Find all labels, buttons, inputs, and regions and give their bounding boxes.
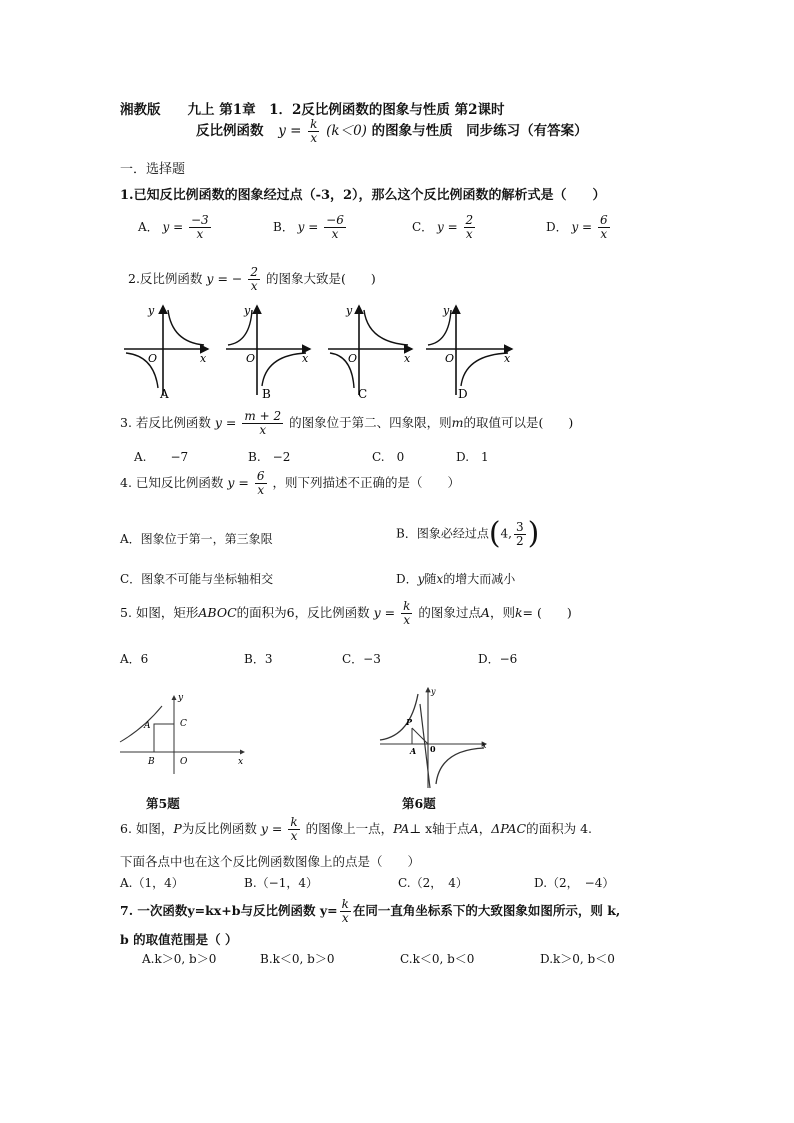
header-line: 湘教版 九上 第1章 1．2反比例函数的图象与性质 第2课时 (120, 102, 505, 118)
graph-b-x: x (302, 352, 309, 365)
fig5-label-x: x (238, 757, 244, 767)
q5-post: 的图象过点 (418, 605, 481, 620)
q6-line2: 下面各点中也在这个反比例函数图像上的点是（ ） (120, 854, 421, 869)
q5-pt: A (480, 605, 490, 620)
q4-b-lparen: ( (488, 516, 501, 551)
q2-den: x (250, 279, 258, 293)
q4-option-c[interactable]: C．图象不可能与坐标轴相交 (120, 572, 274, 586)
q1-c-num: 2 (465, 213, 474, 227)
q3-den: x (259, 423, 267, 437)
q6-option-b[interactable]: B.（−1，4） (244, 876, 318, 890)
q6-tri: ΔPAC (491, 821, 527, 836)
q6-mid: 为反比例函数 (181, 821, 257, 836)
q1-option-a[interactable] (138, 214, 213, 241)
q7-pre: 7. 一次函数y=kx+b与反比例函数 y= (120, 903, 338, 918)
q6-post3: ， (478, 821, 492, 836)
q2-lhs: y = − (206, 271, 243, 286)
q7-post: 在同一直角坐标系下的大致图象如图所示，则 k, (352, 903, 621, 918)
q6-pa: PA (393, 821, 410, 836)
q5-rect: ABOC (198, 605, 237, 620)
q6-post4: 的面积为 4. (526, 821, 593, 836)
q4-b-num: 3 (516, 519, 524, 534)
q1-d-label: D． (546, 220, 568, 234)
q3-stem (120, 410, 573, 437)
q1-a-lhs: y = (162, 220, 184, 234)
graph-b-label: B (262, 387, 271, 401)
title-y: y = (278, 123, 302, 139)
graph-a[interactable] (124, 304, 208, 401)
fig5-label-b: B (148, 757, 155, 767)
title-prefix: 反比例函数 (196, 123, 264, 139)
fig5-label-o: O (180, 757, 188, 767)
graph-d[interactable] (426, 304, 512, 401)
fig6-label-o: 0 (430, 744, 436, 754)
fig5-label-y: y (178, 693, 184, 703)
q5-num: k (403, 599, 411, 613)
title-suffix: 的图象与性质 同步练习（有答案） (371, 123, 588, 139)
q6-option-d[interactable]: D.（2， −4） (534, 876, 615, 890)
q7-den: x (341, 911, 349, 925)
q7-option-a[interactable]: A.k＞0, b＞0 (142, 952, 217, 966)
q1-option-b[interactable] (273, 214, 348, 241)
q7-option-d[interactable]: D.k＞0, b＜0 (540, 952, 615, 966)
q1-c-frac (464, 214, 476, 241)
q2-stem (128, 266, 376, 293)
q4-option-a[interactable]: A．图象位于第一，第三象限 (120, 532, 273, 546)
q6-post2: ⊥ x轴于点 (409, 821, 470, 836)
title-den: x (310, 131, 318, 145)
q1-b-num: −6 (326, 213, 344, 227)
q5-mid: 的面积为6，反比例函数 (236, 605, 370, 620)
q1-option-c[interactable] (412, 214, 477, 241)
graph-d-label: D (458, 387, 468, 401)
q5-frac (401, 600, 412, 627)
q5-option-b[interactable]: B．3 (244, 652, 273, 666)
graph-d-y: y (443, 304, 450, 317)
q1-d-frac (598, 214, 610, 241)
q6-num: k (290, 815, 298, 829)
q4-option-b[interactable] (396, 516, 540, 551)
graph-b-y: y (244, 304, 251, 317)
q7-stem (120, 898, 620, 925)
worksheet-title (196, 118, 588, 145)
figure-5 (118, 690, 250, 776)
q4-b-pre: B．图象必经过点 (396, 526, 489, 541)
q3-option-c[interactable]: C. 0 (372, 450, 405, 464)
q3-option-a[interactable]: A. −7 (134, 450, 189, 464)
graph-c[interactable] (328, 304, 412, 401)
q5-option-d[interactable]: D．−6 (478, 652, 518, 666)
q4-frac (255, 470, 267, 497)
q4-d-y: y (417, 572, 425, 586)
graph-c-y: y (346, 304, 353, 317)
q4-den: x (257, 483, 265, 497)
q7-line2: b 的取值范围是（ ） (120, 932, 238, 947)
q1-c-den: x (465, 227, 473, 241)
q4-b-rparen: ) (527, 516, 540, 551)
q1-b-den: x (331, 227, 339, 241)
q5-den: x (403, 613, 411, 627)
fig6-label-y: y (431, 687, 436, 696)
q1-a-frac (189, 214, 211, 241)
q4-d-pre: D． (396, 572, 418, 586)
q3-lhs: y = (214, 415, 237, 430)
q4-d-x: x (436, 572, 444, 586)
q1-option-d[interactable] (546, 214, 612, 241)
q6-a: A (469, 821, 479, 836)
q6-post: 的图像上一点， (305, 821, 394, 836)
q1-a-num: −3 (190, 213, 209, 227)
graph-a-y: y (148, 304, 155, 317)
graph-d-x: x (504, 352, 511, 365)
q3-option-b[interactable]: B. −2 (248, 450, 291, 464)
q2-num: 2 (250, 265, 259, 279)
q1-d-den: x (600, 227, 608, 241)
q7-option-c[interactable]: C.k＜0, b＜0 (400, 952, 475, 966)
q1-a-den: x (196, 227, 204, 241)
fig5-label-a: A (144, 721, 151, 731)
graph-c-o: O (348, 352, 358, 365)
q1-d-num: 6 (599, 213, 608, 227)
q1-stem: 1.已知反比例函数的图象经过点（-3，2），那么这个反比例函数的解析式是（ ） (120, 188, 606, 203)
graph-d-o: O (445, 352, 455, 365)
q1-b-frac (324, 214, 346, 241)
q1-c-lhs: y = (437, 220, 458, 234)
q6-lhs: y = (260, 821, 283, 836)
fig6-label-a: A (410, 746, 417, 756)
q6-stem (120, 816, 592, 843)
q4-b-x: 4, (500, 526, 512, 541)
q4-b-den: 2 (516, 533, 524, 548)
q1-b-lhs: y = (297, 220, 319, 234)
q5-option-c[interactable]: C．−3 (342, 652, 381, 666)
q5-option-a[interactable]: A．6 (120, 652, 149, 666)
title-fraction (308, 118, 319, 145)
q1-c-label: C． (412, 220, 434, 234)
q3-var: m (451, 415, 464, 430)
q7-frac (340, 898, 351, 925)
q4-num: 6 (256, 469, 265, 483)
q2-post: 的图象大致是( ) (266, 271, 376, 286)
q1-b-label: B． (273, 220, 294, 234)
q2-graphs (120, 300, 520, 402)
fig5-label-c: C (180, 719, 187, 729)
q6-p: P (173, 821, 182, 836)
title-num: k (310, 117, 318, 131)
section-heading: 一．选择题 (120, 162, 186, 177)
q4-d-mid: 随 (424, 572, 437, 586)
q3-frac (242, 410, 283, 437)
q6-frac (288, 816, 299, 843)
q1-d-lhs: y = (571, 220, 593, 234)
q7-num: k (341, 897, 349, 911)
q7-option-b[interactable]: B.k＜0, b＞0 (260, 952, 335, 966)
q1-a-label: A． (138, 220, 159, 234)
q4-option-d[interactable] (396, 570, 515, 587)
figure-6 (376, 684, 490, 790)
q4-d-post: 的增大而减小 (443, 572, 516, 586)
fig5-caption: 第5题 (146, 796, 180, 811)
q6-pre: 6. 如图， (120, 821, 174, 836)
q5-post3: = ( ) (522, 605, 572, 620)
q5-pre: 5. 如图，矩形 (120, 605, 199, 620)
graph-b[interactable] (226, 304, 310, 401)
q3-post: 的图象位于第二、四象限，则 (289, 415, 452, 430)
q5-lhs: y = (373, 605, 396, 620)
q3-pre: 3. 若反比例函数 (120, 415, 211, 430)
fig6-label-x: x (482, 741, 487, 750)
graph-c-label: C (358, 387, 368, 401)
title-cond: (k＜0) (326, 123, 367, 139)
q5-post2: ，则 (489, 605, 515, 620)
q3-num: m + 2 (244, 409, 282, 423)
q3-option-d[interactable]: D. 1 (456, 450, 489, 464)
graph-a-o: O (148, 352, 158, 365)
q6-den: x (290, 829, 298, 843)
graph-a-label: A (160, 387, 169, 401)
q6-option-a[interactable]: A.（1，4） (120, 876, 184, 890)
q5-stem (120, 600, 572, 627)
q4-stem (120, 470, 460, 497)
q4-b-frac (514, 521, 526, 548)
graph-a-x: x (200, 352, 207, 365)
graph-b-o: O (246, 352, 256, 365)
fig6-label-p: P (406, 717, 413, 727)
q3-post2: 的取值可以是( ) (463, 415, 574, 430)
fig6-caption: 第6题 (402, 796, 436, 811)
q2-frac (248, 266, 260, 293)
q4-post: ，则下列描述不正确的是（ ） (272, 475, 461, 490)
q4-lhs: y = (227, 475, 249, 490)
q2-pre: 2.反比例函数 (128, 271, 203, 286)
q4-pre: 4. 已知反比例函数 (120, 475, 224, 490)
q5-k: k (514, 605, 523, 620)
graph-c-x: x (404, 352, 411, 365)
q6-option-c[interactable]: C.（2， 4） (398, 876, 468, 890)
